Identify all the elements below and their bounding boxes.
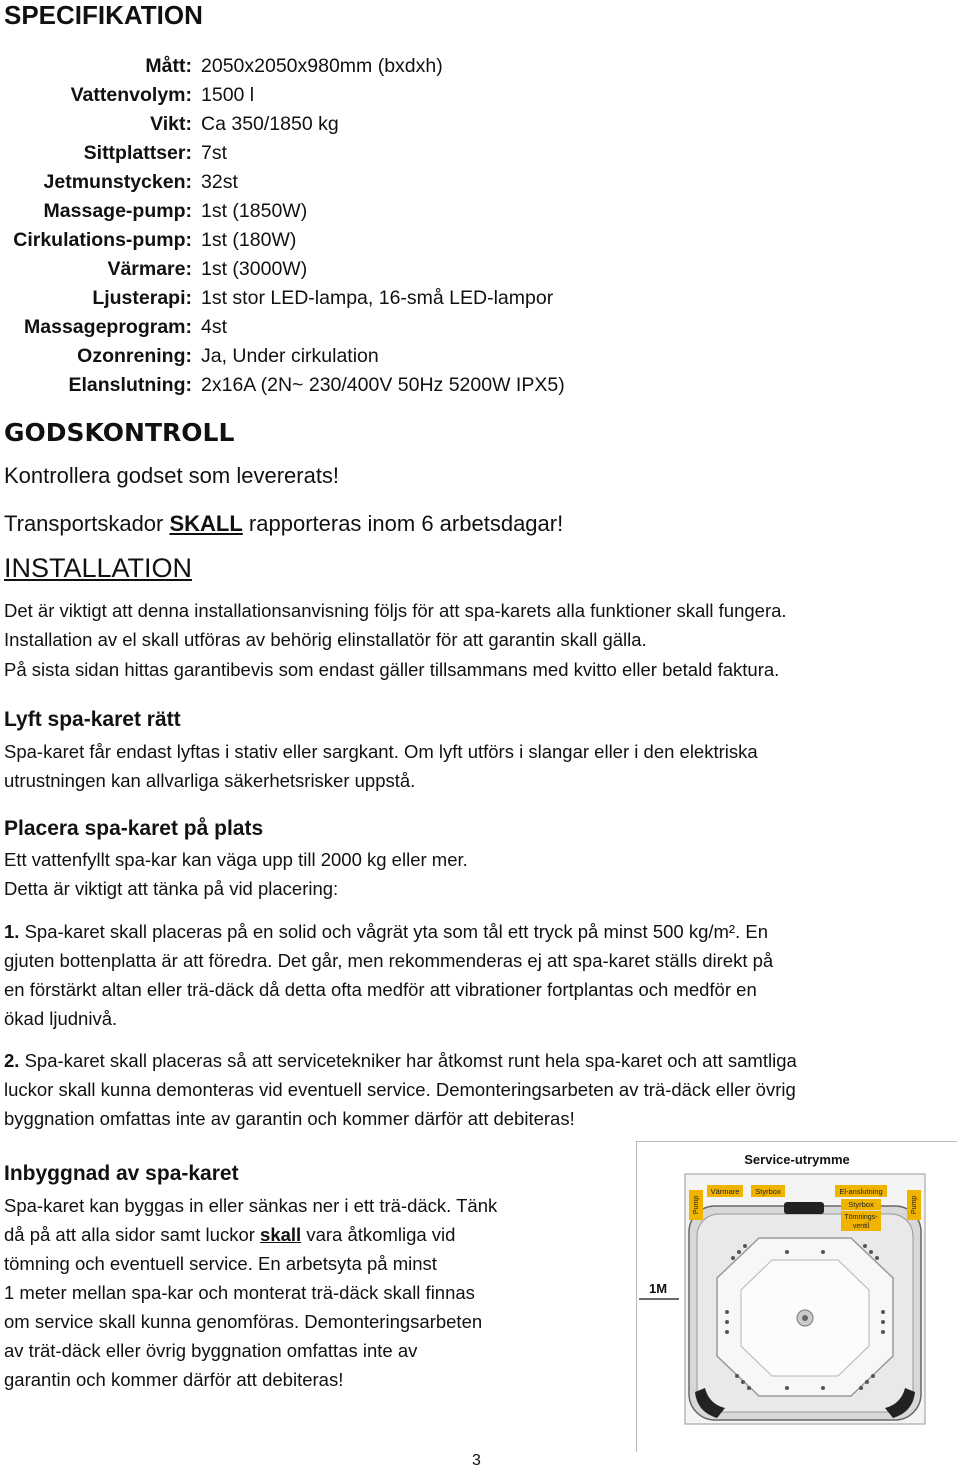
placera-item2-line2: luckor skall kunna demonteras vid eventuell service. Demonteringsarbeten av trä-däck eller övrig — [4, 1079, 796, 1100]
spec-value: 2x16A (2N~ 230/400V 50Hz 5200W IPX5) — [201, 374, 565, 396]
spec-value: 1st stor LED-lampa, 16-små LED-lampor — [201, 287, 554, 309]
spec-label: Massageprogram: — [24, 316, 192, 338]
inbyggnad-line2-pre: då på att alla sidor samt luckor — [4, 1224, 261, 1245]
inbyggnad-line3: tömning och eventuell service. En arbetsyta på minst — [4, 1253, 437, 1274]
spec-label: Cirkulations-pump: — [13, 229, 192, 251]
el-anslutning-label: El-anslutning — [839, 1187, 883, 1196]
inbyggnad-line2-post: vara åtkomliga vid — [301, 1224, 456, 1245]
spec-value: 1st (180W) — [201, 229, 297, 251]
spec-value: 2050x2050x980mm (bxdxh) — [201, 55, 443, 77]
spec-row — [0, 342, 960, 370]
placera-item1-text: Spa-karet skall placeras på en solid och vågrät yta som tål ett tryck på minst 500 kg/m². En — [19, 921, 768, 942]
placera-line1: Ett vattenfyllt spa-kar kan väga upp till 2000 kg eller mer. — [4, 849, 468, 870]
spec-label: Ozonrening: — [77, 345, 192, 367]
godskontroll-line1: Kontrollera godset som levererats! — [4, 463, 340, 488]
pump-left-label: Pump — [692, 1195, 700, 1215]
placera-item1-line4: ökad ljudnivå. — [4, 1008, 118, 1029]
placera-item1-number: 1. — [4, 921, 20, 942]
spec-label: Ljusterapi: — [92, 287, 192, 309]
spec-value: 4st — [201, 316, 228, 338]
service-utrymme-title: Service-utrymme — [744, 1152, 850, 1167]
spec-label: Vikt: — [150, 113, 192, 135]
placera-line2: Detta är viktigt att tänka på vid placering: — [4, 878, 339, 899]
specifikation-heading: SPECIFIKATION — [4, 0, 203, 30]
installation-p3: På sista sidan hittas garantibevis som endast gäller tillsammans med kvitto eller betald faktura. — [4, 659, 780, 680]
spec-row — [0, 197, 960, 225]
styrbox-label-2: Styrbox — [848, 1200, 874, 1209]
installation-p2: Installation av el skall utföras av behörig elinstallatör för att garantin skall gälla. — [4, 629, 647, 650]
lyft-line2: utrustningen kan allvarliga säkerhetsrisker uppstå. — [4, 770, 416, 791]
godskontroll-line2-post: rapporteras inom 6 arbetsdagar! — [242, 511, 564, 536]
spec-label: Jetmunstycken: — [43, 171, 192, 193]
spec-row — [0, 226, 960, 254]
placera-item1-line1 — [4, 917, 768, 946]
spec-row — [0, 168, 960, 196]
spa-top-view-illustration — [637, 1142, 957, 1452]
inbyggnad-line2 — [4, 1220, 455, 1249]
spec-row — [0, 110, 960, 138]
spec-row — [0, 52, 960, 80]
inbyggnad-line4: 1 meter mellan spa-kar och monterat trä-däck skall finnas — [4, 1282, 475, 1303]
headrest-top — [784, 1202, 824, 1214]
spec-value: 1500 l — [201, 84, 255, 106]
placera-item2-line1 — [4, 1046, 797, 1075]
inbyggnad-line5: om service skall kunna genomföras. Demonteringsarbeten — [4, 1311, 483, 1332]
spec-row — [0, 139, 960, 167]
inbyggnad-skall-emphasis: skall — [260, 1224, 302, 1245]
placera-item1-line3: en förstärkt altan eller trä-däck då detta ofta medför att vibrationer fortplantas och medför en — [4, 979, 757, 1000]
spec-row — [0, 255, 960, 283]
spec-label: Värmare: — [107, 258, 192, 280]
lyft-line1: Spa-karet får endast lyftas i stativ eller sargkant. Om lyft utförs i slangar eller i den elektriska — [4, 741, 758, 762]
one-meter-label: 1M — [648, 1281, 668, 1296]
placera-item2-line3: byggnation omfattas inte av garantin och kommer därför att debiteras! — [4, 1108, 575, 1129]
spec-value: 32st — [201, 171, 238, 193]
spec-label: Sittplattser: — [83, 142, 192, 164]
inbyggnad-line7: garantin och kommer därför att debiteras! — [4, 1369, 344, 1390]
placera-item2-text: Spa-karet skall placeras så att servicetekniker har åtkomst runt hela spa-karet och att samtliga — [19, 1050, 797, 1071]
spec-label: Massage-pump: — [43, 200, 192, 222]
service-diagram — [636, 1141, 957, 1452]
placera-item2-number: 2. — [4, 1050, 20, 1071]
styrbox-label-1: Styrbox — [755, 1187, 781, 1196]
tomningsventil-label-2: ventil — [852, 1223, 870, 1230]
installation-p1: Det är viktigt att denna installationsanvisning följs för att spa-karets alla funktioner skall fungera. — [4, 600, 787, 621]
tomningsventil-label-1: Tömnings- — [844, 1214, 878, 1221]
spec-value: Ca 350/1850 kg — [201, 113, 339, 135]
pump-right-label: Pump — [910, 1195, 918, 1215]
spec-value: 7st — [201, 142, 228, 164]
page-number: 3 — [472, 1452, 481, 1469]
godskontroll-line2 — [4, 510, 563, 538]
spec-row — [0, 371, 960, 399]
varmare-label: Värmare — [710, 1187, 740, 1196]
spec-row — [0, 313, 960, 341]
godskontroll-skall-emphasis: SKALL — [169, 511, 243, 536]
spec-label: Vattenvolym: — [70, 84, 192, 106]
inbyggnad-heading: Inbyggnad av spa-karet — [4, 1162, 239, 1185]
inbyggnad-line1: Spa-karet kan byggas in eller sänkas ner i ett trä-däck. Tänk — [4, 1195, 498, 1216]
spec-value: 1st (3000W) — [201, 258, 308, 280]
inbyggnad-line6: av trät-däck eller övrig byggnation omfattas inte av — [4, 1340, 418, 1361]
lyft-heading: Lyft spa-karet rätt — [4, 708, 181, 731]
spec-value: 1st (1850W) — [201, 200, 308, 222]
spec-value: Ja, Under cirkulation — [201, 345, 379, 367]
godskontroll-line2-pre: Transportskador — [4, 511, 170, 536]
spec-row — [0, 284, 960, 312]
godskontroll-heading: GODSKONTROLL — [4, 418, 235, 447]
placera-heading: Placera spa-karet på plats — [4, 817, 264, 840]
spec-label: Mått: — [145, 55, 192, 77]
spec-row — [0, 81, 960, 109]
spec-label: Elanslutning: — [68, 374, 192, 396]
installation-heading: INSTALLATION — [4, 553, 193, 583]
drain-center — [802, 1315, 808, 1321]
placera-item1-line2: gjuten bottenplatta är att föredra. Det går, men rekommenderas ej att spa-karet ställs direkt på — [4, 950, 774, 971]
